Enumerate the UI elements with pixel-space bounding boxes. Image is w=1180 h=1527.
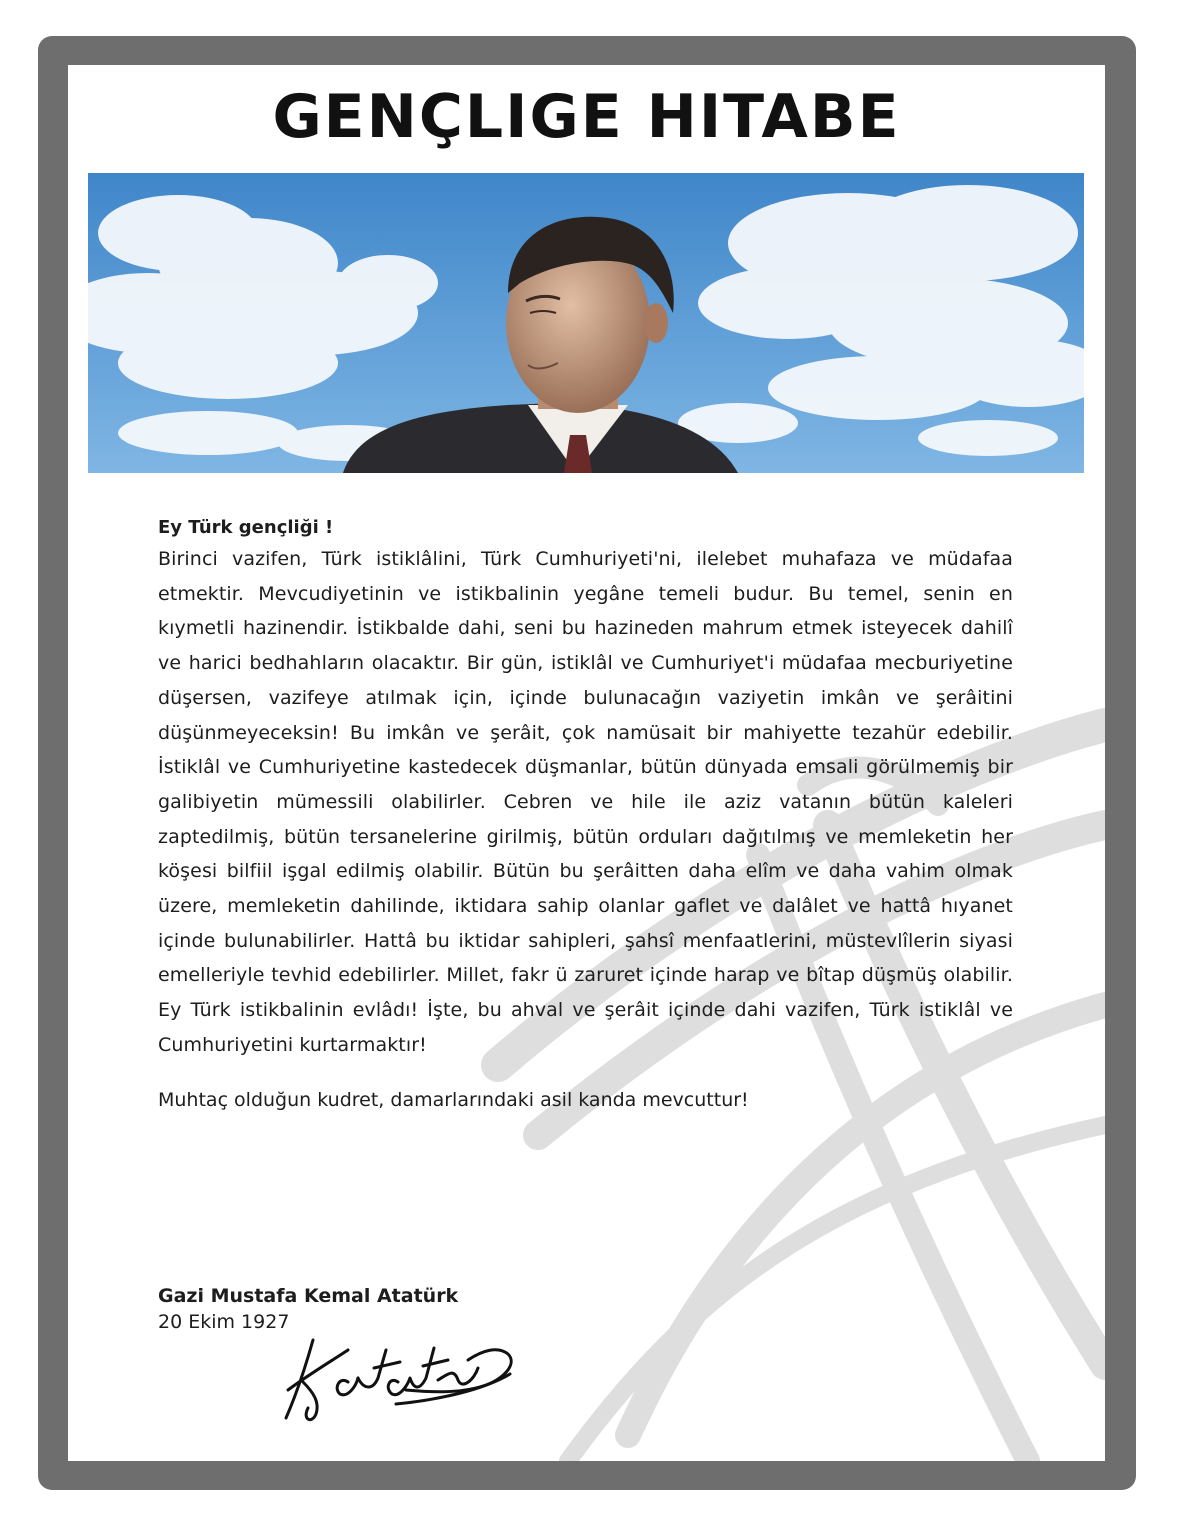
handwritten-signature-icon: [278, 1320, 528, 1430]
closing-line: Muhtaç olduğun kudret, damarlarındaki asil kanda mevcuttur!: [158, 1088, 749, 1111]
salutation: Ey Türk gençliği !: [158, 517, 334, 538]
page-title: GENÇLIGE HITABE: [272, 82, 901, 152]
portrait-with-clouds-icon: [88, 173, 1084, 473]
speech-date: 20 Ekim 1927: [158, 1311, 290, 1333]
speech-body: [158, 517, 1013, 1115]
author-name: Gazi Mustafa Kemal Atatürk: [158, 1285, 459, 1307]
poster-sheet: [68, 65, 1105, 1461]
speech-paragraph: Birinci vazifen, Türk istiklâlini, Türk Cumhuriyeti'ni, ilelebet muhafaza ve müdafaa etmektir. Mevcudiyetinin ve istikbalinin yegâne temeli budur. Bu temel, senin en kıymetli hazinendir. İstikbalde dahi, seni bu hazineden mahrum etmek isteyecek dahilî ve harici bedhahların olacaktır. Bir gün, istiklâl ve Cumhuriyet'i müdafaa mecburiyetine düşersen, vazifeye atılmak için, içinde bulunacağın vaziyetin imkân ve şerâitini düşünmeyeceksin! Bu imkân ve şerâit, çok namüsait bir mahiyette tezahür edebilir. İstiklâl ve Cumhuriyetine kastedecek düşmanlar, bütün dünyada emsali görülmemiş bir galibiyetin mümessili olabilirler. Cebren ve hile ile aziz vatanın bütün kaleleri zaptedilmiş, bütün tersanelerine girilmiş, bütün orduları dağıtılmış ve memleketin her köşesi bilfiil işgal edilmiş olabilir. Bütün bu şerâitten daha elîm ve daha vahim olmak üzere, memleketin dahilinde, iktidara sahip olanlar gaflet ve dalâlet ve hattâ hıyanet içinde bulunabilirler. Hattâ bu iktidar sahipleri, şahsî menfaatlerini, müstevlîlerin siyasi emelleriyle tevhid edebilirler. Millet, fakr ü zaruret içinde harap ve bîtap düşmüş olabilir. Ey Türk istikbalinin evlâdı! İşte, bu ahval ve şerâit içinde dahi vazifen, Türk istiklâl ve Cumhuriyetini kurtarmaktır!: [158, 548, 1013, 1056]
